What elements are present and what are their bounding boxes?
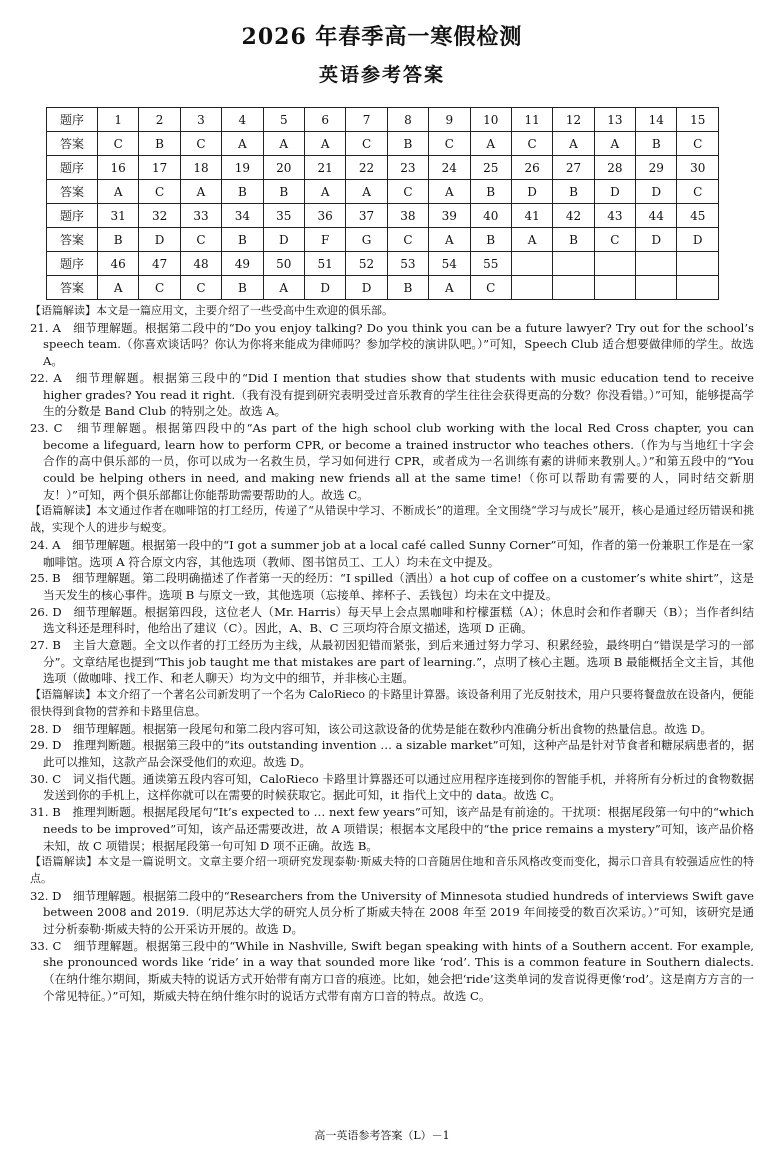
table-cell: 16 bbox=[98, 156, 139, 180]
table-cell: 39 bbox=[429, 204, 470, 228]
table-cell: 32 bbox=[139, 204, 180, 228]
table-cell: A bbox=[594, 132, 635, 156]
table-cell: D bbox=[511, 180, 552, 204]
table-cell: 45 bbox=[677, 204, 719, 228]
table-cell bbox=[636, 276, 677, 300]
answer-explanation: 25. B 细节理解题。第二段明确描述了作者第一天的经历：“I spilled（洒出）a hot cup of coffee on a customer’s white shirt”，这是当天发生的核心事件。选项 B 与原文一致，其他选项（忘接单、摔杯子、丢钱包）均未在文中提及。 bbox=[30, 571, 754, 602]
table-cell: A bbox=[553, 132, 594, 156]
answer-explanation: 27. B 主旨大意题。全文以作者的打工经历为主线，从最初因犯错而紧张，到后来通过努力学习、积累经验，最终明白“错误是学习的一部分”。文章结尾也提到“This job taught me that mistakes are part of learning.”，点明了核心主题。选项 B 最能概括全文主旨，其他选项（做咖啡、找工作、和老人聊天）均为文中的细节，并非核心主题。 bbox=[30, 638, 754, 686]
table-cell bbox=[594, 252, 635, 276]
table-row bbox=[47, 204, 719, 228]
table-cell: A bbox=[470, 132, 511, 156]
table-cell: 50 bbox=[263, 252, 304, 276]
table-row bbox=[47, 276, 719, 300]
table-cell: 14 bbox=[636, 108, 677, 132]
table-cell: C bbox=[180, 228, 221, 252]
table-cell: 37 bbox=[346, 204, 387, 228]
table-cell: 24 bbox=[429, 156, 470, 180]
table-cell: F bbox=[304, 228, 345, 252]
table-cell: C bbox=[387, 180, 428, 204]
table-cell: 17 bbox=[139, 156, 180, 180]
answer-explanation: 26. D 细节理解题。根据第四段，这位老人（Mr. Harris）每天早上会点黑咖啡和柠檬蛋糕（A）；休息时会和作者聊天（B）；当作者纠结选文科还是理科时，他给出了建议（C）。因此，A、B、C 三项均符合原文描述，选项 D 正确。 bbox=[30, 604, 754, 636]
table-cell: C bbox=[677, 180, 719, 204]
page-subtitle: 英语参考答案 bbox=[318, 64, 445, 86]
table-cell bbox=[553, 276, 594, 300]
table-cell: 41 bbox=[511, 204, 552, 228]
table-cell: C bbox=[139, 180, 180, 204]
table-cell: 8 bbox=[387, 108, 428, 132]
answer-explanation: 21. A 细节理解题。根据第二段中的“Do you enjoy talking? Do you think you can be a future lawyer? Try out for the school’s speech team.（你喜欢谈话吗？你认为你将来能成为律师吗？参加学校的演讲队吧。）”可知，Speech Club 适合想要做律师的学生。故选 A。 bbox=[30, 320, 754, 369]
page-footer: 高一英语参考答案（L）－1 bbox=[314, 1129, 450, 1142]
table-cell: B bbox=[470, 228, 511, 252]
table-cell: 46 bbox=[98, 252, 139, 276]
table-cell: B bbox=[553, 180, 594, 204]
table-row bbox=[47, 108, 719, 132]
table-cell: A bbox=[511, 228, 552, 252]
table-cell: D bbox=[594, 180, 635, 204]
table-cell: 48 bbox=[180, 252, 221, 276]
answer-explanation: 22. A 细节理解题。根据第三段中的“Did I mention that studies show that students with music education tend to receive higher grades? You read it right.（我有没有提到研究表明受过音乐教育的学生往往会获得更高的分数？你没看错。）”可知，能够提高学生的分数是 Band Club 的特别之处。故选 A。 bbox=[30, 370, 754, 419]
table-cell: B bbox=[98, 228, 139, 252]
table-cell: C bbox=[346, 132, 387, 156]
table-cell: C bbox=[180, 132, 221, 156]
table-cell: 29 bbox=[636, 156, 677, 180]
table-cell: 42 bbox=[553, 204, 594, 228]
table-row bbox=[47, 252, 719, 276]
table-cell: D bbox=[139, 228, 180, 252]
table-cell: 40 bbox=[470, 204, 511, 228]
table-cell: D bbox=[263, 228, 304, 252]
table-cell: 12 bbox=[553, 108, 594, 132]
table-cell: B bbox=[222, 276, 263, 300]
row-header-cell: 答案 bbox=[47, 180, 98, 204]
table-cell: 13 bbox=[594, 108, 635, 132]
passage-summary: 【语篇解读】本文通过作者在咖啡馆的打工经历，传递了“从错误中学习、不断成长”的道理。全文围绕“学习与成长”展开，核心是通过经历错误和挑战，实现个人的进步与蜕变。 bbox=[30, 504, 754, 535]
table-cell: 55 bbox=[470, 252, 511, 276]
table-cell: 28 bbox=[594, 156, 635, 180]
row-header-cell: 答案 bbox=[47, 132, 98, 156]
table-cell: 1 bbox=[98, 108, 139, 132]
table-cell: A bbox=[429, 228, 470, 252]
table-cell: B bbox=[470, 180, 511, 204]
table-cell: A bbox=[263, 132, 304, 156]
table-cell: C bbox=[511, 132, 552, 156]
table-cell: C bbox=[470, 276, 511, 300]
table-cell: A bbox=[429, 276, 470, 300]
table-cell: 5 bbox=[263, 108, 304, 132]
row-header-cell: 题序 bbox=[47, 108, 98, 132]
table-cell: C bbox=[594, 228, 635, 252]
table-cell: B bbox=[139, 132, 180, 156]
table-cell: 26 bbox=[511, 156, 552, 180]
table-cell: 43 bbox=[594, 204, 635, 228]
passage-summary: 【语篇解读】本文是一篇应用文，主要介绍了一些受高中生欢迎的俱乐部。 bbox=[30, 304, 393, 317]
table-cell: C bbox=[180, 276, 221, 300]
table-cell: A bbox=[304, 132, 345, 156]
explanations bbox=[30, 303, 754, 1005]
table-cell: 54 bbox=[429, 252, 470, 276]
page-title: 2026 年春季高一寒假检测 bbox=[241, 24, 523, 50]
table-cell: G bbox=[346, 228, 387, 252]
table-cell: 31 bbox=[98, 204, 139, 228]
table-cell: 30 bbox=[677, 156, 719, 180]
table-cell: C bbox=[139, 276, 180, 300]
table-cell: D bbox=[677, 228, 719, 252]
table-cell bbox=[677, 252, 719, 276]
table-cell: 33 bbox=[180, 204, 221, 228]
table-cell: 25 bbox=[470, 156, 511, 180]
table-cell: A bbox=[346, 180, 387, 204]
table-cell: 7 bbox=[346, 108, 387, 132]
table-cell: 27 bbox=[553, 156, 594, 180]
table-cell: C bbox=[429, 132, 470, 156]
table-cell: B bbox=[263, 180, 304, 204]
table-cell: D bbox=[636, 228, 677, 252]
table-cell: A bbox=[180, 180, 221, 204]
table-cell: B bbox=[387, 132, 428, 156]
answer-explanation: 31. B 推理判断题。根据尾段尾句“It’s expected to … next few years”可知，该产品是有前途的。干扰项：根据尾段第一句中的“which needs to be improved”可知，该产品还需要改进，故 A 项错误；根据本文尾段中的“the price remains a mystery”可知，该产品价格未知，故 C 项错误；根据尾段第一句可知 D 项不正确。故选 B。 bbox=[30, 805, 754, 853]
table-cell: 51 bbox=[304, 252, 345, 276]
table-cell: A bbox=[98, 180, 139, 204]
table-row bbox=[47, 156, 719, 180]
answer-explanation: 24. A 细节理解题。根据第一段中的“I got a summer job at a local café called Sunny Corner”可知，作者的第一份兼职工作是在一家咖啡馆。选项 A 符合原文内容，其他选项（教师、图书馆员工、工人）均未在文中提及。 bbox=[30, 537, 754, 569]
row-header-cell: 答案 bbox=[47, 276, 98, 300]
table-cell: 19 bbox=[222, 156, 263, 180]
table-cell: A bbox=[222, 132, 263, 156]
table-cell: B bbox=[222, 228, 263, 252]
table-cell: 38 bbox=[387, 204, 428, 228]
answer-table bbox=[46, 107, 719, 300]
table-cell: 22 bbox=[346, 156, 387, 180]
answer-explanation: 28. D 细节理解题。根据第一段尾句和第二段内容可知，该公司这款设备的优势是能在数秒内准确分析出食物的热量信息。故选 D。 bbox=[30, 721, 713, 736]
row-header-cell: 题序 bbox=[47, 204, 98, 228]
table-cell: 23 bbox=[387, 156, 428, 180]
answer-explanation: 33. C 细节理解题。根据第三段中的“While in Nashville, Swift began speaking with hints of a Southern accent. For example, she pronounced words like ‘ride’ in a way that sounded more like ‘rod’. This is a common feature in Southern dialects.（在纳什维尔期间，斯威夫特的说话方式开始带有南方口音的痕迹。比如，她会把‘ride’这类单词的发音说得更像‘rod’。这是南方方言的一个常见特征。）”可知，斯威夫特在纳什维尔时的说话方式带有南方口音的特点。故选 C。 bbox=[30, 938, 754, 1003]
table-cell: 44 bbox=[636, 204, 677, 228]
table-row bbox=[47, 228, 719, 252]
table-cell bbox=[594, 276, 635, 300]
table-cell: 6 bbox=[304, 108, 345, 132]
table-cell: 49 bbox=[222, 252, 263, 276]
table-cell bbox=[636, 252, 677, 276]
table-cell: A bbox=[304, 180, 345, 204]
table-cell: B bbox=[387, 276, 428, 300]
table-cell: 11 bbox=[511, 108, 552, 132]
table-cell: 15 bbox=[677, 108, 719, 132]
table-cell: 52 bbox=[346, 252, 387, 276]
table-cell: A bbox=[429, 180, 470, 204]
passage-summary: 【语篇解读】本文是一篇说明文。文章主要介绍一项研究发现泰勒·斯威夫特的口音随居住地和音乐风格改变而变化，揭示口音具有较强适应性的特点。 bbox=[30, 855, 754, 885]
row-header-cell: 题序 bbox=[47, 156, 98, 180]
answer-explanation: 32. D 细节理解题。根据第二段中的“Researchers from the University of Minnesota studied hundreds of interviews Swift gave between 2008 and 2019.（明尼苏达大学的研究人员分析了斯威夫特在 2008 年至 2019 年间接受的数百次采访。）”可知，该研究是通过分析泰勒·斯威夫特的公开采访开展的。故选 D。 bbox=[30, 888, 754, 937]
table-cell: 21 bbox=[304, 156, 345, 180]
table-cell bbox=[511, 276, 552, 300]
table-cell bbox=[677, 276, 719, 300]
table-cell: B bbox=[636, 132, 677, 156]
table-cell: D bbox=[636, 180, 677, 204]
table-cell: A bbox=[263, 276, 304, 300]
table-cell: 4 bbox=[222, 108, 263, 132]
answer-explanation: 29. D 推理判断题。根据第三段中的“its outstanding invention … a sizable market”可知，这种产品是针对节食者和糖尿病患者的，据此可以推知，这款产品会深受他们的欢迎。故选 D。 bbox=[30, 738, 754, 769]
table-cell: 18 bbox=[180, 156, 221, 180]
table-cell: 2 bbox=[139, 108, 180, 132]
table-cell: 20 bbox=[263, 156, 304, 180]
table-cell: B bbox=[222, 180, 263, 204]
table-cell: 10 bbox=[470, 108, 511, 132]
table-row bbox=[47, 180, 719, 204]
table-cell: 34 bbox=[222, 204, 263, 228]
table-cell: 53 bbox=[387, 252, 428, 276]
table-row bbox=[47, 132, 719, 156]
table-cell: B bbox=[553, 228, 594, 252]
table-cell bbox=[511, 252, 552, 276]
table-cell: 35 bbox=[263, 204, 304, 228]
table-cell: A bbox=[98, 276, 139, 300]
table-cell: C bbox=[677, 132, 719, 156]
answer-explanation: 30. C 词义指代题。通读第五段内容可知，CaloRieco 卡路里计算器还可以通过应用程序连接到你的智能手机，并将所有分析过的食物数据发送到你的手机上，这样你就可以在需要的时候获取它。据此可知，it 指代上文中的 data。故选 C。 bbox=[30, 771, 754, 803]
table-cell: 36 bbox=[304, 204, 345, 228]
table-cell bbox=[553, 252, 594, 276]
table-cell: 3 bbox=[180, 108, 221, 132]
table-cell: C bbox=[98, 132, 139, 156]
table-cell: D bbox=[304, 276, 345, 300]
table-cell: D bbox=[346, 276, 387, 300]
table-cell: 47 bbox=[139, 252, 180, 276]
answer-explanation: 23. C 细节理解题。根据第四段中的“As part of the high school club working with the local Red Cross chapter, you can become a lifeguard, learn how to perform CPR, or become a trained instructor who teaches others.（作为与当地红十字会合作的高中俱乐部的一员，你可以成为一名救生员，学习如何进行 CPR，或者成为一名训练有素的讲师来教别人。）”和第五段中的“You could be helping others in need, and making new friends all at the same time!（你可以帮助有需要的人，同时结交新朋友！）”可知，两个俱乐部都让你能帮助需要帮助的人。故选 C。 bbox=[30, 420, 754, 502]
table-cell: 9 bbox=[429, 108, 470, 132]
row-header-cell: 答案 bbox=[47, 228, 98, 252]
table-cell: C bbox=[387, 228, 428, 252]
passage-summary: 【语篇解读】本文介绍了一个著名公司新发明了一个名为 CaloRieco 的卡路里计算器。该设备利用了光反射技术，用户只要将餐盘放在设备内，便能很快得到食物的营养和卡路里信息。 bbox=[30, 688, 754, 718]
row-header-cell: 题序 bbox=[47, 252, 98, 276]
